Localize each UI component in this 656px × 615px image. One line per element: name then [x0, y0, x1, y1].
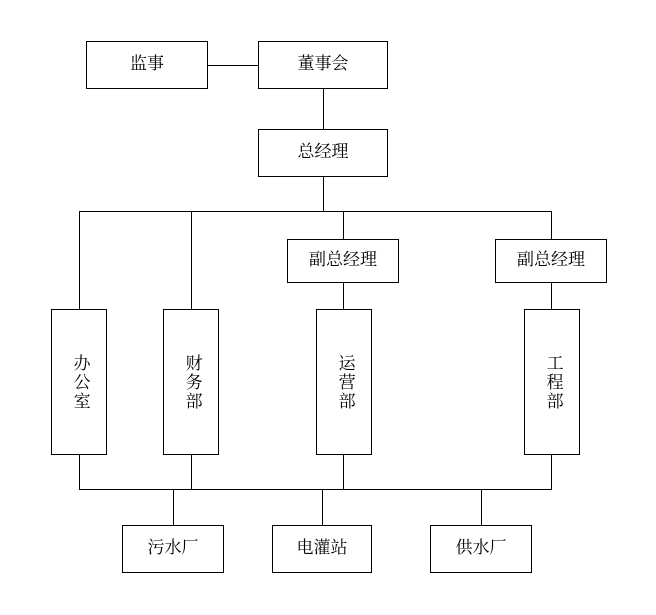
- node-dgm2[interactable]: 副总经理: [495, 239, 607, 283]
- node-board[interactable]: 董事会: [258, 41, 388, 89]
- connector-bus-to-water: [481, 489, 482, 525]
- node-water[interactable]: 供水厂: [430, 525, 532, 573]
- node-pump[interactable]: 电灌站: [272, 525, 372, 573]
- node-gm[interactable]: 总经理: [258, 129, 388, 177]
- node-supervisor[interactable]: 监事: [86, 41, 208, 89]
- node-operations[interactable]: 运营部: [316, 309, 372, 455]
- connector-operations-down: [343, 455, 344, 489]
- node-sewage[interactable]: 污水厂: [122, 525, 224, 573]
- node-finance[interactable]: 财务部: [163, 309, 219, 455]
- connector-bus-to-sewage: [173, 489, 174, 525]
- connector-office-down: [79, 455, 80, 489]
- connector-engineer-down: [551, 455, 552, 489]
- connector-bus-to-dgm1: [343, 211, 344, 239]
- connector-gm-down-stub: [323, 177, 324, 211]
- connector-finance-down: [191, 455, 192, 489]
- connector-bus-to-pump: [322, 489, 323, 525]
- node-dgm1[interactable]: 副总经理: [287, 239, 399, 283]
- connector-dgm1-to-operations: [343, 283, 344, 309]
- connector-bus-to-dgm2: [551, 211, 552, 239]
- connector-bus-to-office: [79, 211, 80, 309]
- connector-main-bus: [79, 211, 552, 212]
- connector-board-to-gm: [323, 89, 324, 129]
- node-engineer[interactable]: 工程部: [524, 309, 580, 455]
- node-office[interactable]: 办公室: [51, 309, 107, 455]
- connector-bus-to-finance: [191, 211, 192, 309]
- connector-dgm2-to-engineer: [551, 283, 552, 309]
- connector-supervisor-to-board: [208, 65, 258, 66]
